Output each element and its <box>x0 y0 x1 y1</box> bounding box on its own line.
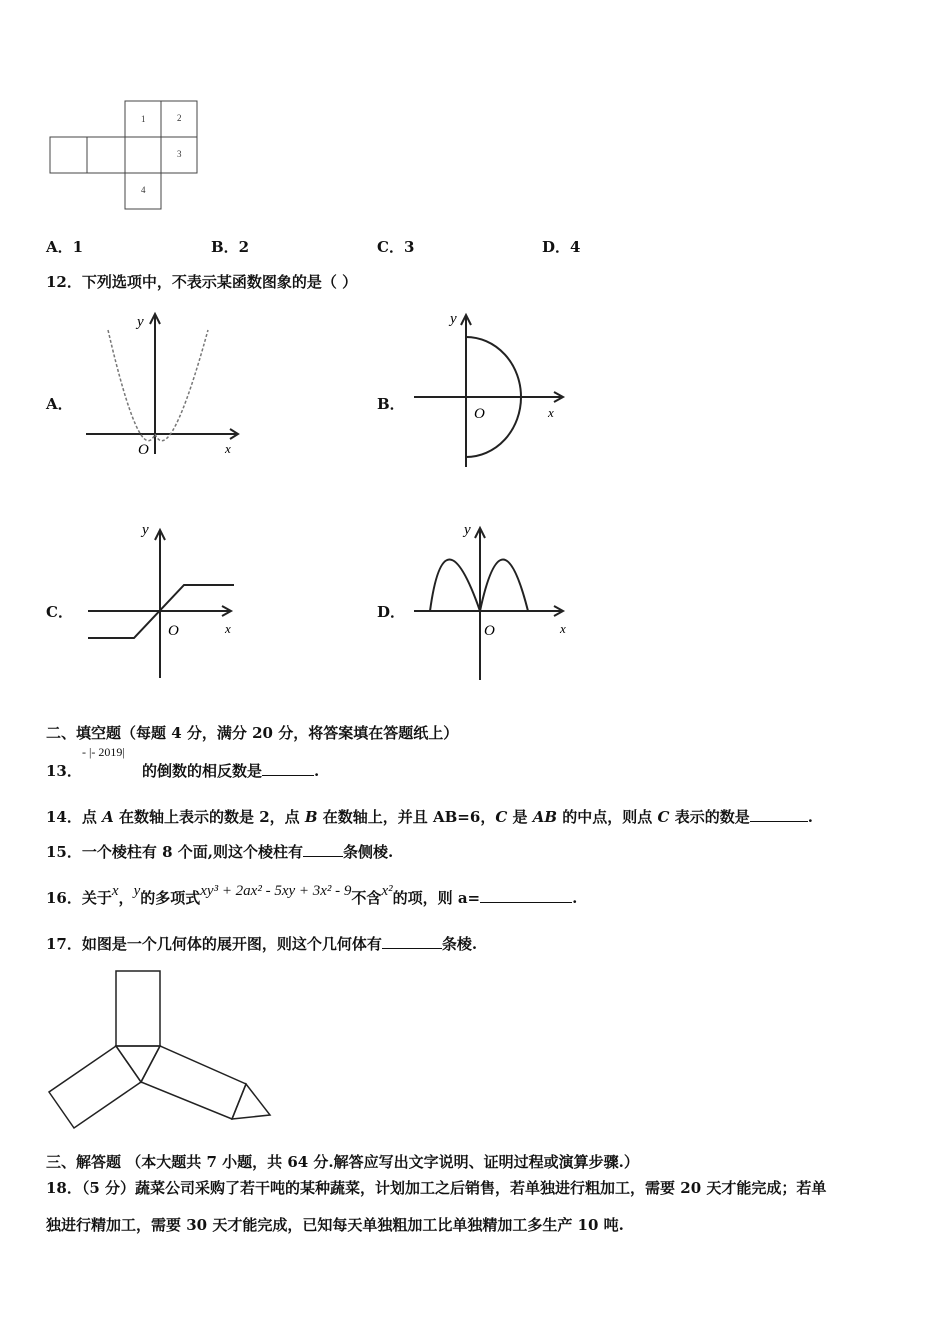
q14-point-a: A <box>102 808 114 826</box>
graph-d-origin: O <box>484 623 495 639</box>
q16-polynomial: xy³ + 2ax² - 5xy + 3x² - 9 <box>200 883 352 899</box>
q14-part4: 是 <box>507 808 533 826</box>
q14-part1: 14．点 <box>46 808 103 826</box>
net-cell-center <box>125 137 161 173</box>
q14-segment-ab: AB <box>532 808 558 826</box>
q14-part2: 在数轴上表示的数是 2，点 <box>113 808 305 826</box>
q14-point-b: B <box>304 808 318 826</box>
net-label-4: 4 <box>141 185 146 195</box>
graph-a-parabola <box>80 308 245 458</box>
graph-d-humps <box>410 518 575 683</box>
q17-answer-blank[interactable] <box>382 934 442 949</box>
section2-heading: 二、填空题（每题 4 分，满分 20 分，将答案填在答题纸上） <box>46 724 459 742</box>
q14-part3: 在数轴上，并且 AB=6， <box>317 808 496 826</box>
q13-text <box>142 760 319 781</box>
q16-comma: ， <box>118 889 134 907</box>
q17-body: 17．如图是一个几何体的展开图，则这个几何体有 <box>46 935 382 953</box>
q18-line2: 独进行精加工，需要 30 天才能完成，已知每天单独粗加工比单独精加工多生产 10 吨. <box>46 1216 624 1234</box>
q12-stem: 12．下列选项中，不表示某函数图象的是（ ） <box>46 273 358 291</box>
graph-b-y-label: y <box>450 311 457 327</box>
graph-b-origin: O <box>474 406 485 422</box>
q14-point-c2: C <box>657 808 670 826</box>
graph-a-x-label: x <box>225 441 231 456</box>
graph-c-origin: O <box>168 623 179 639</box>
prism-net-figure <box>44 966 276 1131</box>
q12-label-a: A． <box>46 395 73 413</box>
graph-d-y-label: y <box>464 522 471 538</box>
q14-part6: 表示的数是 <box>669 808 750 826</box>
prism-net-end-triangle <box>232 1084 270 1119</box>
graph-b-semicircle <box>410 305 570 470</box>
q16-part4: 的项，则 a= <box>392 889 481 907</box>
q13-text-body: 的倒数的相反数是 <box>142 762 263 780</box>
section3-heading: 三、解答题 （本大题共 7 小题，共 64 分.解答应写出文字说明、证明过程或演算步骤.） <box>46 1153 639 1171</box>
q15-part2: 条侧棱. <box>342 843 394 861</box>
graph-c-y-label: y <box>142 522 149 538</box>
q11-option-b: B．2 <box>211 238 250 256</box>
q16-var-x: x <box>111 883 119 899</box>
q11-option-d: D．4 <box>542 238 581 256</box>
graph-b-x-label: x <box>548 405 554 420</box>
parabola-curve <box>108 330 208 441</box>
net-label-3: 3 <box>177 149 182 159</box>
q12-label-d: D． <box>377 603 406 621</box>
cube-net-figure <box>46 98 206 213</box>
net-label-2: 2 <box>177 113 182 123</box>
q15-answer-blank[interactable] <box>303 842 343 857</box>
q14-point-c: C <box>495 808 508 826</box>
net-cell-left-b <box>87 137 125 173</box>
graph-d-x-label: x <box>560 621 566 636</box>
q17-text <box>46 933 477 954</box>
q12-label-b: B． <box>377 395 405 413</box>
q16-part3: 不含 <box>351 889 382 907</box>
graph-c-piecewise <box>82 518 242 683</box>
q14-end: . <box>807 808 813 826</box>
q11-option-c: C．3 <box>377 238 415 256</box>
q18-line1: 18．（5 分）蔬菜公司采购了若干吨的某种蔬菜，计划加工之后销售，若单独进行粗加工，需要 20 天才能完成；若单 <box>46 1179 827 1197</box>
q16-part2: 的多项式 <box>140 889 201 907</box>
q13-end: . <box>314 762 320 780</box>
q16-part1: 16．关于 <box>46 889 112 907</box>
q11-option-a: A．1 <box>46 238 84 256</box>
q16-x-squared: x² <box>381 883 393 899</box>
prism-net-top-rect <box>116 971 160 1046</box>
q15-part1: 15．一个棱柱有 8 个面,则这个棱柱有 <box>46 843 303 861</box>
q14-answer-blank[interactable] <box>750 807 808 822</box>
graph-a-origin: O <box>138 442 149 458</box>
q14-part5: 的中点，则点 <box>557 808 658 826</box>
q16-var-y: y <box>133 883 141 899</box>
q16-end: . <box>572 889 578 907</box>
q13-number: 13． <box>46 762 82 780</box>
q15-text <box>46 841 393 862</box>
graph-a-y-label: y <box>137 314 144 330</box>
q13-answer-blank[interactable] <box>262 761 314 776</box>
q16-answer-blank[interactable] <box>480 888 572 903</box>
q16-text <box>46 883 578 908</box>
net-label-1: 1 <box>141 114 146 124</box>
prism-net-left-rect <box>49 1046 141 1128</box>
q12-label-c: C． <box>46 603 73 621</box>
net-cell-left-a <box>50 137 87 173</box>
q13-expression: - |- 2019| <box>82 745 125 759</box>
graph-c-x-label: x <box>225 621 231 636</box>
q14-text <box>46 806 813 827</box>
q17-tail: 条棱. <box>441 935 478 953</box>
prism-net-right-rect <box>141 1046 246 1119</box>
